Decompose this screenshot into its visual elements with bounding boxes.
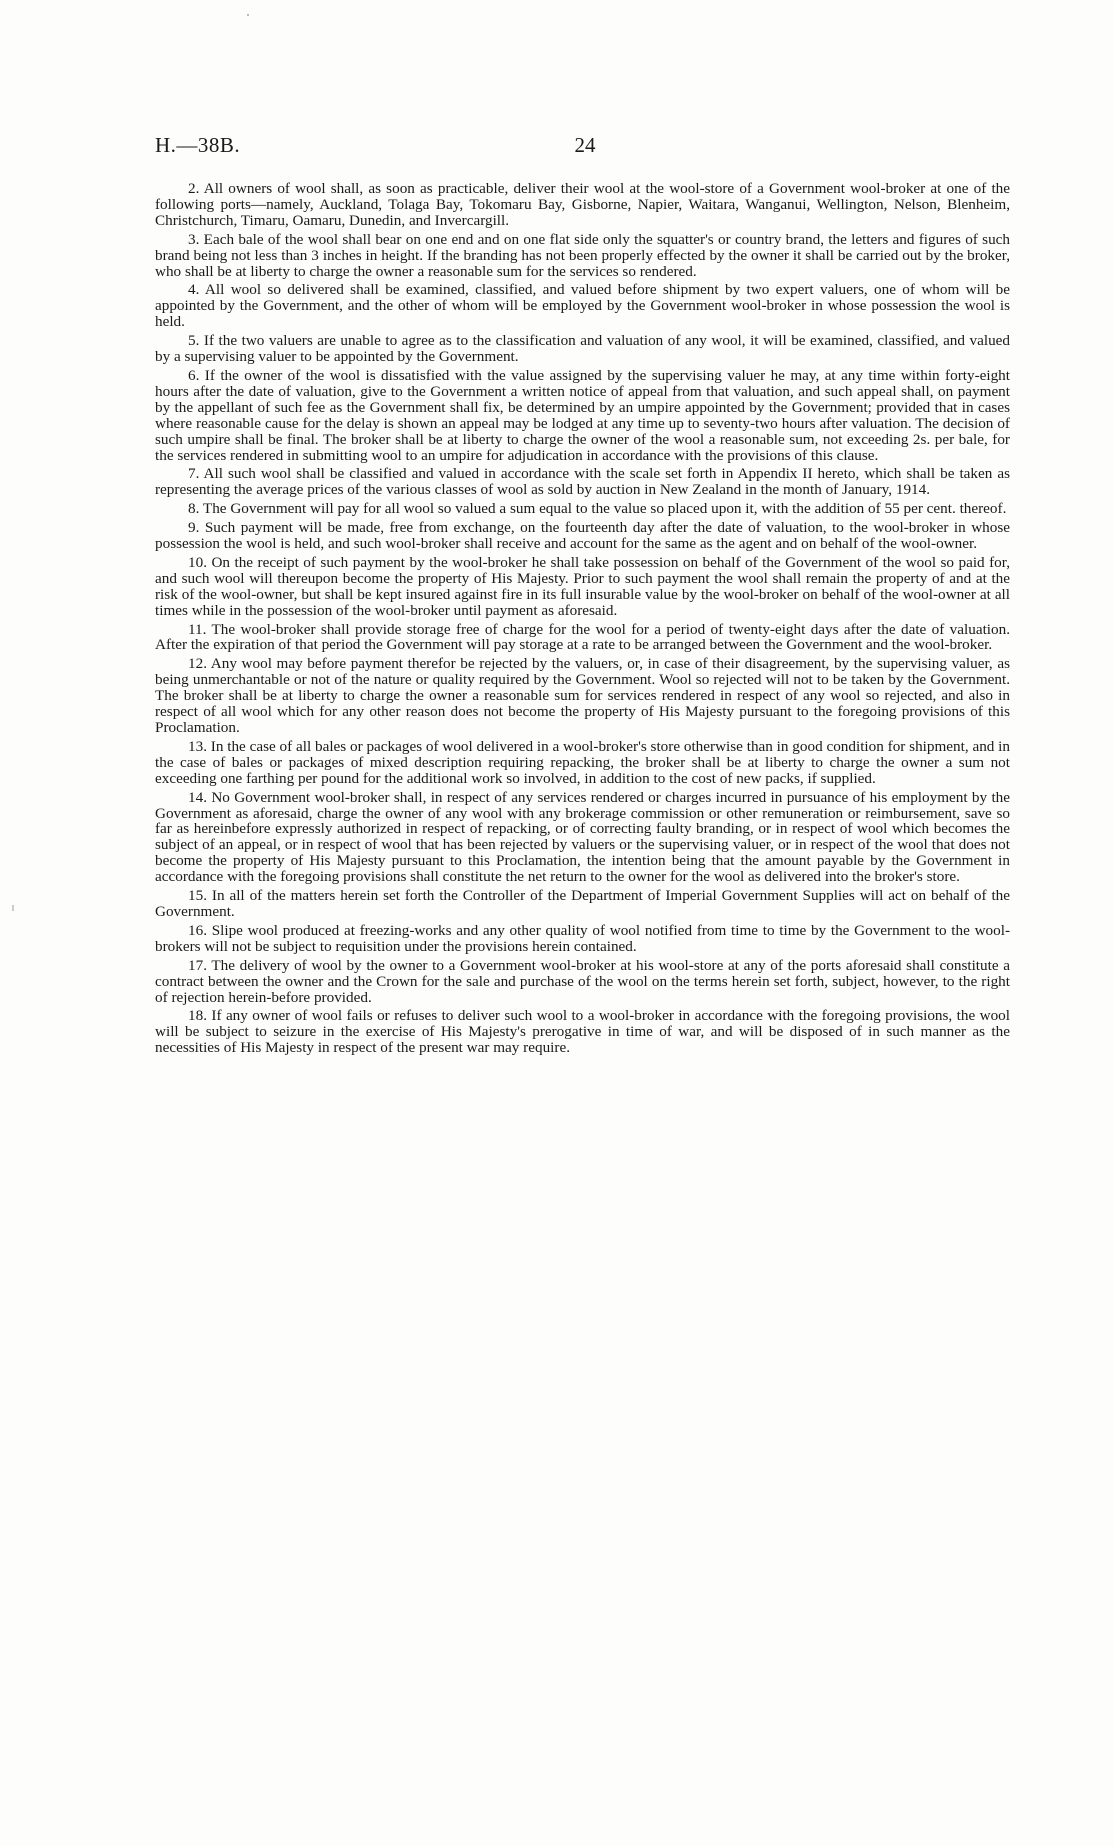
scan-speck bbox=[247, 14, 249, 16]
clause-3: 3. Each bale of the wool shall bear on one end and on one flat side only the squatter's or country brand, the letters and figures of such brand being not less than 3 inches in height. If the branding has not been properly effected by the owner it shall be carried out by the broker, who shall be at liberty to charge the owner a reasonable sum for the services so rendered. bbox=[155, 230, 1010, 280]
clause-11: 11. The wool-broker shall provide storage free of charge for the wool for a period of twenty-eight days after the date of valuation. After the expiration of that period the Government will pay storage at a rate to be arranged between the Government and the wool-broker. bbox=[155, 620, 1010, 654]
clause-5: 5. If the two valuers are unable to agree as to the classification and valuation of any wool, it will be examined, classified, and valued by a supervising valuer to be appointed by the Government. bbox=[155, 332, 1010, 366]
clause-13: 13. In the case of all bales or packages of wool delivered in a wool-broker's store otherwise than in good condition for shipment, and in the case of bales or packages of mixed description requiring repacking, the broker shall be at liberty to charge the owner a sum not exceeding one farthing per pound for the additional work so involved, in addition to the cost of new packs, if supplied. bbox=[155, 737, 1010, 787]
document-reference: H.—38B. bbox=[155, 133, 241, 157]
page-number: 24 bbox=[574, 133, 596, 157]
clause-18: 18. If any owner of wool fails or refuses to deliver such wool to a wool-broker in accordance with the foregoing provisions, the wool will be subject to seizure in the exercise of His Majesty's prerogative in time of war, and will be disposed of in such manner as the necessities of His Majesty in respect of the present war may require. bbox=[155, 1007, 1010, 1057]
page-header bbox=[155, 133, 1015, 163]
clause-15: 15. In all of the matters herein set forth the Controller of the Department of Imperial Government Supplies will act on behalf of the Government. bbox=[155, 887, 1010, 920]
clause-7: 7. All such wool shall be classified and valued in accordance with the scale set forth in Appendix II hereto, which shall be taken as representing the average prices of the various classes of wool as sold by auction in New Zealand in the month of January, 1914. bbox=[155, 465, 1010, 499]
clause-9: 9. Such payment will be made, free from exchange, on the fourteenth day after the date of valuation, to the wool-broker in whose possession the wool is held, and such wool-broker shall receive and account for the same as the agent and on behalf of the wool-owner. bbox=[155, 519, 1010, 553]
clause-17: 17. The delivery of wool by the owner to a Government wool-broker at his wool-store at any of the ports aforesaid shall constitute a contract between the owner and the Crown for the sale and purchase of the wool on the terms herein set forth, subject, however, to the right of rejection herein-before provided. bbox=[155, 956, 1010, 1006]
clause-4: 4. All wool so delivered shall be examined, classified, and valued before shipment by two expert valuers, one of whom will be appointed by the Government, and the other of whom will be employed by the Government wool-broker in whose possession the wool is held. bbox=[155, 281, 1010, 331]
clause-2: 2. All owners of wool shall, as soon as practicable, deliver their wool at the wool-store of a Government wool-broker at one of the following ports—namely, Auckland, Tolaga Bay, Tokomaru Bay, Gisborne, Napier, Waitara, Wanganui, Wellington, Nelson, Blenheim, Christchurch, Timaru, Oamaru, Dunedin, and Invercargill. bbox=[155, 180, 1010, 229]
clause-12: 12. Any wool may before payment therefor be rejected by the valuers, or, in case of their disagreement, by the supervising valuer, as being unmerchantable or not of the nature or quality required by the Government. Wool so rejected will not to be taken by the Government. The broker shall be at liberty to charge the owner a reasonable sum for services rendered in respect of any wool so rejected, and also in respect of all wool which for any other reason does not become the property of His Majesty pursuant to the foregoing provisions of this Proclamation. bbox=[155, 655, 1010, 736]
clause-8: 8. The Government will pay for all wool so valued a sum equal to the value so placed upon it, with the addition of 55 per cent. thereof. bbox=[188, 500, 1007, 518]
document-body bbox=[155, 181, 1010, 1059]
clause-14: 14. No Government wool-broker shall, in respect of any services rendered or charges incurred in pursuance of his employment by the Government as aforesaid, charge the owner of any wool with any brokerage commission or other remuneration or reimbursement, save so far as hereinbefore expressly authorized in respect of repacking, or of correcting faulty branding, or in respect of wool which becomes the subject of an appeal, or in respect of wool that has been rejected by valuers or the supervising valuer, or in respect of the wool that does not become the property of His Majesty pursuant to this Proclamation, the intention being that the amount payable by the Government in accordance with the foregoing provisions shall constitute the net return to the owner for the wool as delivered into the broker's store. bbox=[155, 788, 1010, 886]
clause-6: 6. If the owner of the wool is dissatisfied with the value assigned by the supervising valuer he may, at any time within forty-eight hours after the date of valuation, give to the Government a written notice of appeal from that valuation, and such appeal shall, on payment by the appellant of such fee as the Government shall fix, be determined by an umpire appointed by the Government; provided that in cases where reasonable cause for the delay is shown an appeal may be lodged at any time up to seventy-two hours after valuation. The decision of such umpire shall be final. The broker shall be at liberty to charge the owner of the wool a reasonable sum, not exceeding 2s. per bale, for the services rendered in submitting wool to an umpire for adjudication in accordance with the provisions of this clause. bbox=[155, 366, 1010, 464]
clause-16: 16. Slipe wool produced at freezing-works and any other quality of wool notified from time to time by the Government to the wool-brokers will not be subject to requisition under the provisions herein contained. bbox=[155, 921, 1010, 955]
scan-speck bbox=[12, 905, 14, 911]
clause-10: 10. On the receipt of such payment by the wool-broker he shall take possession on behalf of the Government of the wool so paid for, and such wool will thereupon become the property of His Majesty. Prior to such payment the wool shall remain the property of and at the risk of the wool-owner, but shall be kept insured against fire in its full insurable value by the wool-broker on behalf of the wool-owner at all times while in the possession of the wool-broker until payment as aforesaid. bbox=[155, 553, 1010, 619]
